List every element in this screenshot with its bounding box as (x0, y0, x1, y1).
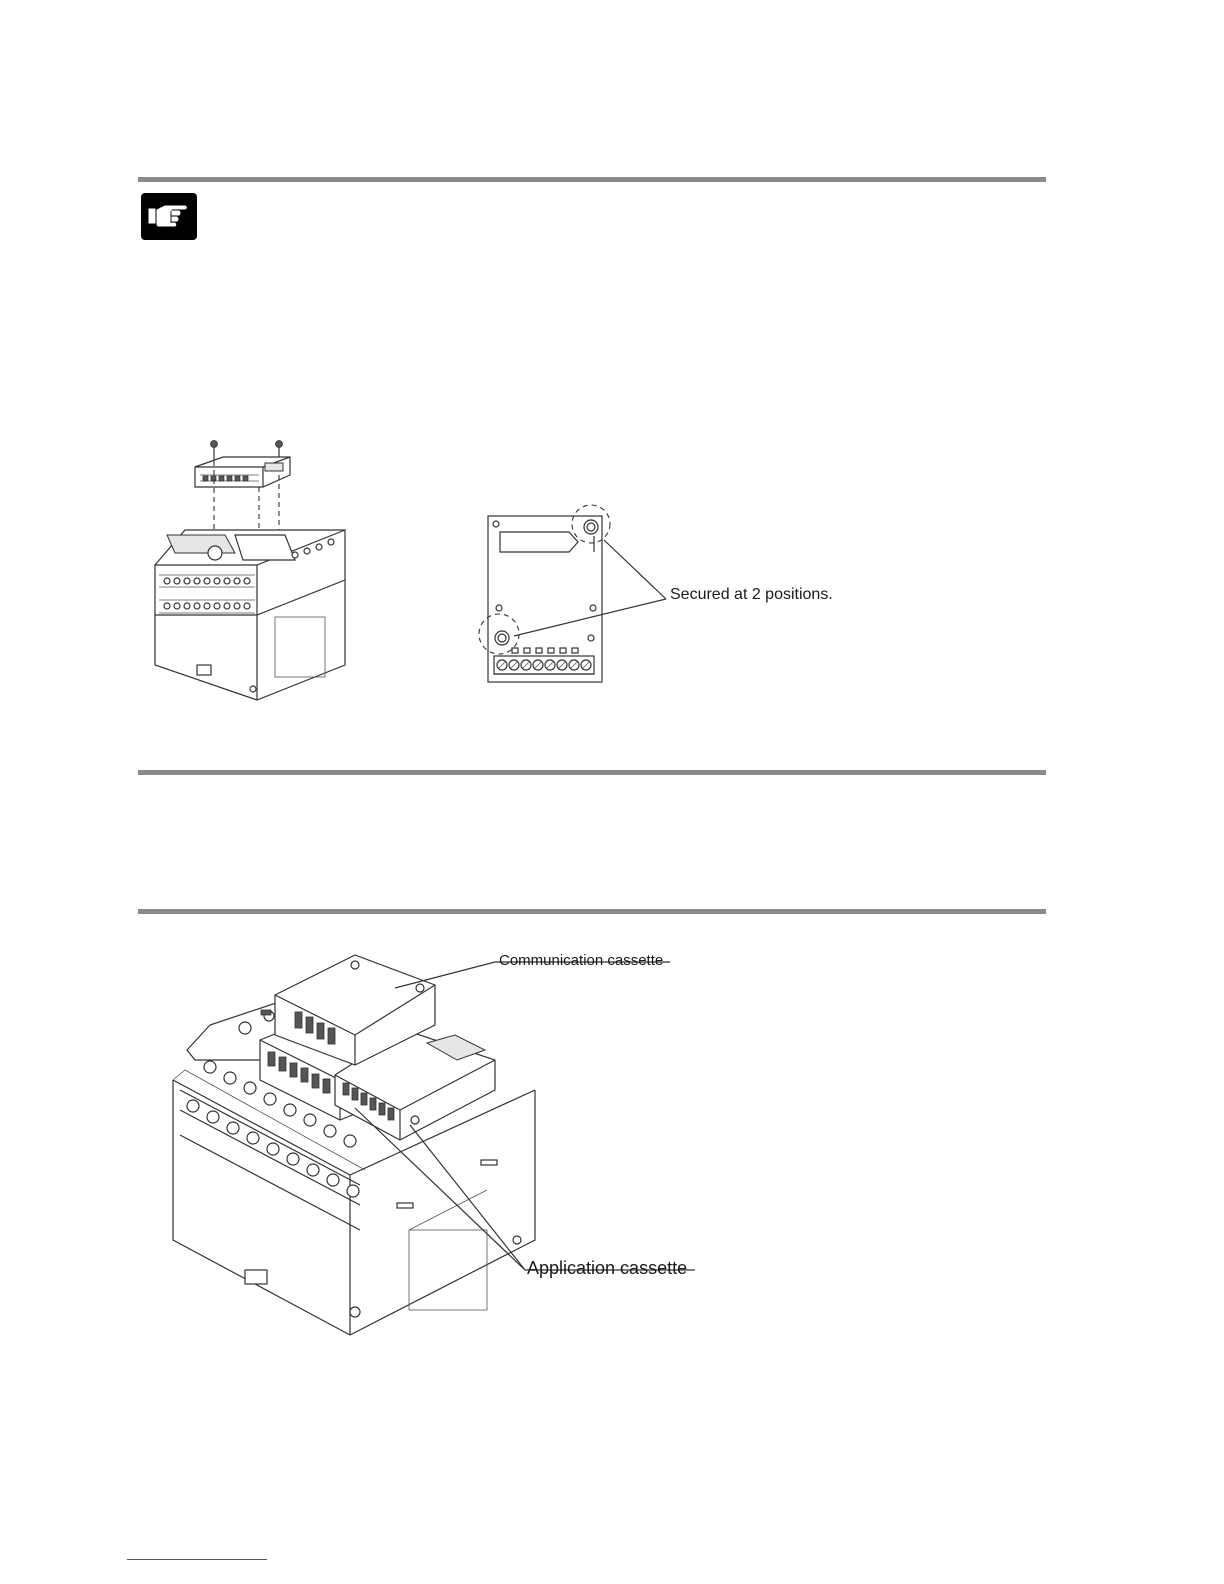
section-rule-1 (138, 770, 1046, 775)
secured-positions-label: Secured at 2 positions. (670, 586, 833, 603)
pointing-hand-icon (141, 193, 197, 240)
cassette-board-diagram (474, 500, 674, 690)
application-cassette-label: Application cassette (527, 1258, 688, 1278)
section-rule-2 (138, 909, 1046, 914)
unit-with-cassettes-illustration (165, 940, 705, 1345)
top-rule (138, 177, 1046, 182)
cassette-mounting-illustration (145, 435, 355, 705)
communication-cassette-label: Communication cassette (499, 952, 664, 969)
footer-link[interactable] (127, 1558, 267, 1560)
